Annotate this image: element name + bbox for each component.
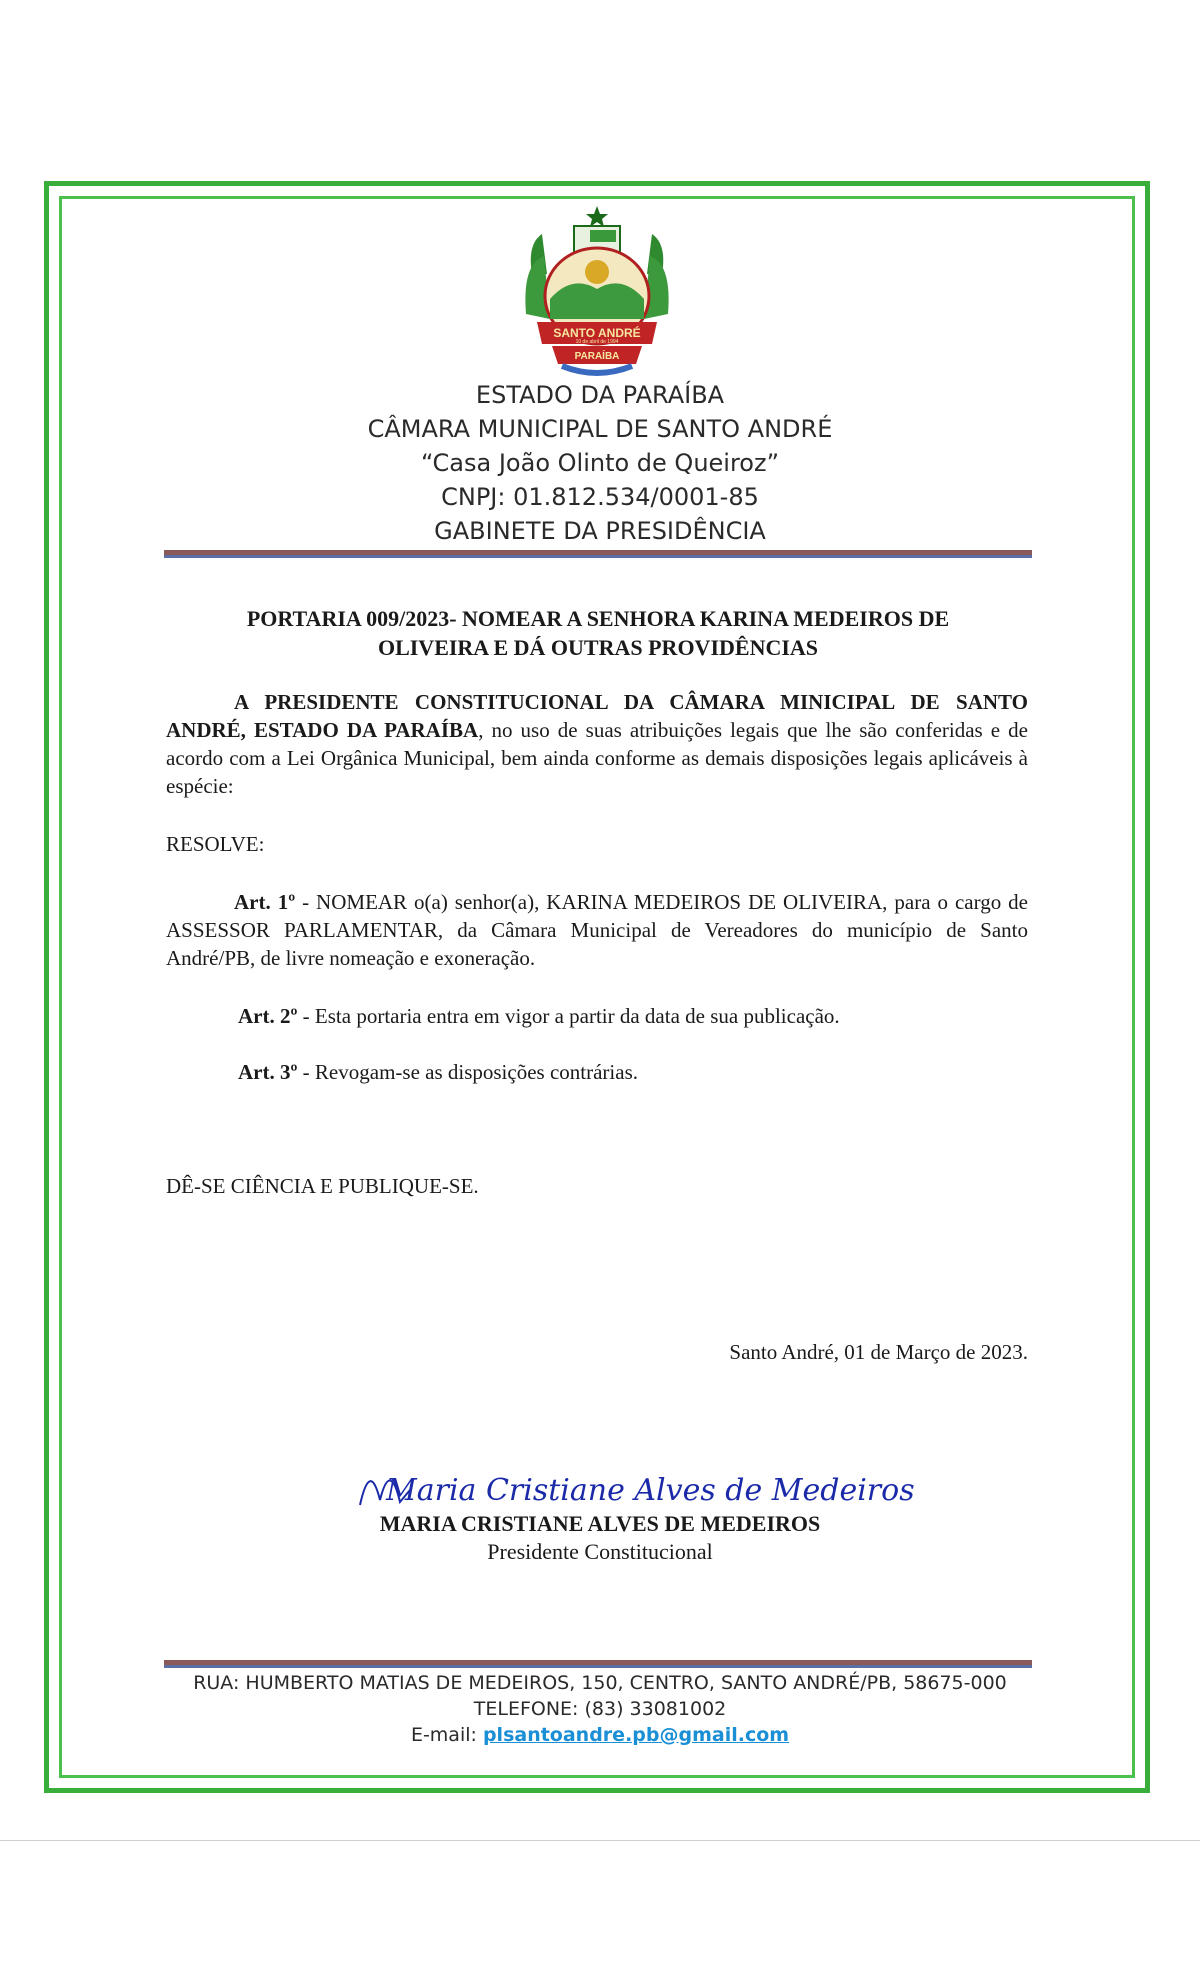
footer-phone: TELEFONE: (83) 33081002	[473, 1698, 727, 1720]
footer	[164, 1670, 1036, 1748]
resolve-label: RESOLVE:	[166, 832, 265, 856]
municipal-crest-logo	[512, 204, 682, 376]
title-line-1: PORTARIA 009/2023- NOMEAR A SENHORA KARINA MEDEIROS DE	[246, 606, 950, 631]
article-3	[238, 1058, 638, 1086]
header-cnpj: CNPJ: 01.812.534/0001-85	[441, 483, 759, 511]
footer-email	[164, 1722, 1036, 1748]
header-divider	[164, 550, 1032, 558]
article-3-label: Art. 3º	[238, 1060, 298, 1084]
preamble-text: , no uso de suas atribuições legais que lhe são conferidas e de acordo com a Lei Orgânica Municipal, bem ainda conforme as demais disposições legais aplicáveis à espécie:	[166, 718, 1028, 798]
article-1	[166, 888, 1028, 972]
email-label: E-mail:	[410, 1724, 483, 1746]
letterhead	[164, 378, 1036, 548]
scan-edge	[0, 1840, 1200, 1841]
header-office: GABINETE DA PRESIDÊNCIA	[434, 517, 766, 545]
article-1-text: - NOMEAR o(a) senhor(a), KARINA MEDEIROS DE OLIVEIRA, para o cargo de ASSESSOR PARLAMENTAR, da Câmara Municipal de Vereadores do município de Santo André/PB, de livre nomeação e exoneração.	[166, 890, 1028, 970]
article-1-label: Art. 1º	[234, 890, 296, 914]
article-2-label: Art. 2º	[238, 1004, 298, 1028]
header-state: ESTADO DA PARAÍBA	[475, 381, 725, 409]
signer-name: MARIA CRISTIANE ALVES DE MEDEIROS	[379, 1511, 821, 1536]
signature-block	[300, 1510, 900, 1566]
preamble-bold: A PRESIDENTE CONSTITUCIONAL DA CÂMARA MINICIPAL DE SANTO ANDRÉ, ESTADO DA PARAÍBA	[166, 690, 1028, 742]
footer-address: RUA: HUMBERTO MATIAS DE MEDEIROS, 150, CENTRO, SANTO ANDRÉ/PB, 58675-000	[193, 1672, 1007, 1694]
header-chamber: CÂMARA MUNICIPAL DE SANTO ANDRÉ	[367, 415, 833, 443]
document-date: Santo André, 01 de Março de 2023.	[729, 1340, 1028, 1364]
crest-date-text: 10 de abril de 1994	[575, 339, 619, 345]
email-link[interactable]: plsantoandre.pb@gmail.com	[482, 1724, 790, 1746]
footer-divider	[164, 1660, 1032, 1668]
article-2	[238, 1002, 840, 1030]
crest-city-text: SANTO ANDRÉ	[553, 326, 641, 340]
closing-statement: DÊ-SE CIÊNCIA E PUBLIQUE-SE.	[166, 1174, 479, 1198]
preamble	[166, 688, 1028, 800]
header-house-name: “Casa João Olinto de Queiroz”	[420, 449, 780, 477]
crest-state-text: PARAÍBA	[574, 351, 620, 362]
ordinance-title	[164, 604, 1032, 662]
article-3-text: - Revogam-se as disposições contrárias.	[297, 1060, 638, 1084]
signer-role: Presidente Constitucional	[487, 1539, 713, 1564]
article-2-text: - Esta portaria entra em vigor a partir da data de sua publicação.	[297, 1004, 840, 1028]
signature-script: Maria Cristiane Alves de Medeiros	[386, 1473, 915, 1508]
title-line-2: OLIVEIRA E DÁ OUTRAS PROVIDÊNCIAS	[377, 635, 819, 660]
